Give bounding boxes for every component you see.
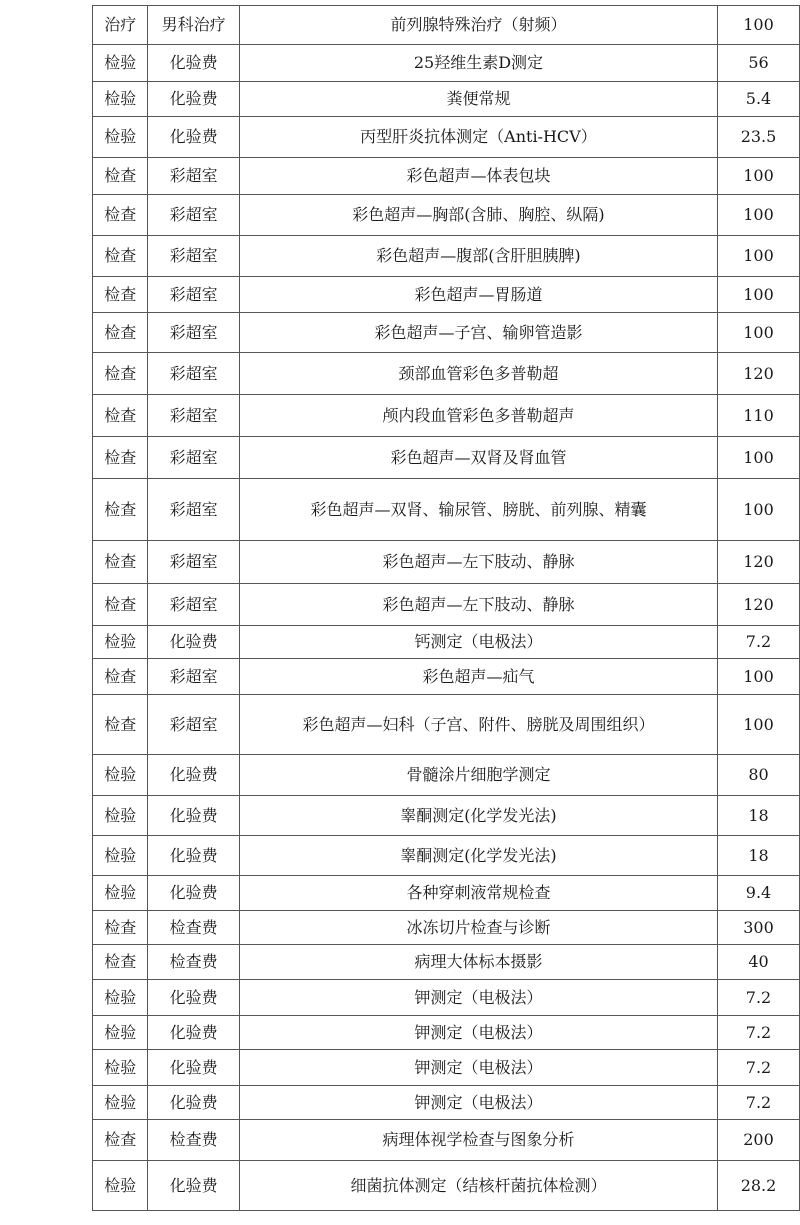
table-row <box>93 659 800 695</box>
row-department: 化验费 <box>148 1050 239 1086</box>
row-department: 检查费 <box>148 945 239 980</box>
row-department: 彩超室 <box>148 195 239 236</box>
table-row <box>93 1161 800 1211</box>
row-category: 检查 <box>93 911 148 945</box>
row-department: 化验费 <box>148 796 239 836</box>
row-category: 检验 <box>93 836 148 876</box>
table-row <box>93 1086 800 1120</box>
table-row <box>93 796 800 836</box>
row-department: 化验费 <box>148 45 239 82</box>
row-category: 检查 <box>93 541 148 584</box>
row-department: 彩超室 <box>148 277 239 313</box>
row-price: 100 <box>718 659 800 695</box>
row-category: 检查 <box>93 313 148 353</box>
row-category: 检验 <box>93 117 148 158</box>
row-price: 120 <box>718 541 800 584</box>
row-department: 彩超室 <box>148 541 239 584</box>
table-row <box>93 1050 800 1086</box>
row-item-name: 冰冻切片检查与诊断 <box>239 911 717 945</box>
row-price: 40 <box>718 945 800 980</box>
row-price: 28.2 <box>718 1161 800 1211</box>
table-row <box>93 158 800 195</box>
row-department: 彩超室 <box>148 479 239 541</box>
row-price: 100 <box>718 695 800 755</box>
table-row <box>93 911 800 945</box>
row-department: 检查费 <box>148 1120 239 1161</box>
row-item-name: 彩色超声—双肾及肾血管 <box>239 437 717 479</box>
row-category: 检验 <box>93 1016 148 1050</box>
table-row <box>93 313 800 353</box>
row-price: 7.2 <box>718 626 800 659</box>
table-row <box>93 541 800 584</box>
row-item-name: 各种穿刺液常规检查 <box>239 876 717 911</box>
row-item-name: 钾测定（电极法） <box>239 1050 717 1086</box>
row-item-name: 睾酮测定(化学发光法) <box>239 836 717 876</box>
row-item-name: 彩色超声—体表包块 <box>239 158 717 195</box>
row-price: 300 <box>718 911 800 945</box>
table-row <box>93 437 800 479</box>
row-price: 7.2 <box>718 1086 800 1120</box>
row-department: 男科治疗 <box>148 6 239 45</box>
row-item-name: 彩色超声—妇科（子宫、附件、膀胱及周围组织） <box>239 695 717 755</box>
row-item-name: 细菌抗体测定（结核杆菌抗体检测） <box>239 1161 717 1211</box>
row-item-name: 彩色超声—疝气 <box>239 659 717 695</box>
row-department: 彩超室 <box>148 313 239 353</box>
row-price: 200 <box>718 1120 800 1161</box>
row-category: 检验 <box>93 1161 148 1211</box>
row-category: 检查 <box>93 395 148 437</box>
row-price: 120 <box>718 584 800 626</box>
row-price: 80 <box>718 755 800 796</box>
row-item-name: 彩色超声—腹部(含肝胆胰脾) <box>239 236 717 277</box>
row-category: 检验 <box>93 82 148 117</box>
row-price: 18 <box>718 796 800 836</box>
row-category: 治疗 <box>93 6 148 45</box>
table-row <box>93 1016 800 1050</box>
row-item-name: 彩色超声—胸部(含肺、胸腔、纵隔) <box>239 195 717 236</box>
table-row <box>93 277 800 313</box>
table-row <box>93 626 800 659</box>
row-price: 110 <box>718 395 800 437</box>
row-price: 23.5 <box>718 117 800 158</box>
row-department: 彩超室 <box>148 395 239 437</box>
table-row <box>93 236 800 277</box>
row-item-name: 彩色超声—胃肠道 <box>239 277 717 313</box>
row-category: 检验 <box>93 980 148 1016</box>
row-item-name: 钾测定（电极法） <box>239 1016 717 1050</box>
row-department: 化验费 <box>148 117 239 158</box>
table-row <box>93 195 800 236</box>
row-category: 检验 <box>93 1050 148 1086</box>
table-row <box>93 695 800 755</box>
table-row <box>93 395 800 437</box>
row-item-name: 颈部血管彩色多普勒超 <box>239 353 717 395</box>
row-category: 检查 <box>93 195 148 236</box>
row-category: 检验 <box>93 45 148 82</box>
table-row <box>93 82 800 117</box>
row-category: 检验 <box>93 1086 148 1120</box>
table-row <box>93 6 800 45</box>
row-category: 检查 <box>93 277 148 313</box>
row-item-name: 病理大体标本摄影 <box>239 945 717 980</box>
row-category: 检查 <box>93 1120 148 1161</box>
row-category: 检查 <box>93 584 148 626</box>
row-department: 化验费 <box>148 626 239 659</box>
row-category: 检验 <box>93 876 148 911</box>
row-department: 化验费 <box>148 876 239 911</box>
row-price: 120 <box>718 353 800 395</box>
row-item-name: 钙测定（电极法） <box>239 626 717 659</box>
row-price: 100 <box>718 437 800 479</box>
row-price: 18 <box>718 836 800 876</box>
row-category: 检查 <box>93 479 148 541</box>
table-row <box>93 755 800 796</box>
table-row <box>93 45 800 82</box>
row-department: 检查费 <box>148 911 239 945</box>
row-price: 100 <box>718 277 800 313</box>
table-row <box>93 945 800 980</box>
row-category: 检验 <box>93 796 148 836</box>
row-department: 彩超室 <box>148 584 239 626</box>
row-department: 彩超室 <box>148 437 239 479</box>
table-row <box>93 353 800 395</box>
row-category: 检查 <box>93 659 148 695</box>
row-item-name: 颅内段血管彩色多普勒超声 <box>239 395 717 437</box>
row-category: 检查 <box>93 437 148 479</box>
row-price: 7.2 <box>718 980 800 1016</box>
row-price: 5.4 <box>718 82 800 117</box>
row-category: 检查 <box>93 158 148 195</box>
row-price: 100 <box>718 479 800 541</box>
row-item-name: 钾测定（电极法） <box>239 980 717 1016</box>
table-row <box>93 836 800 876</box>
row-price: 7.2 <box>718 1016 800 1050</box>
row-price: 100 <box>718 158 800 195</box>
table-row <box>93 876 800 911</box>
row-price: 100 <box>718 313 800 353</box>
row-category: 检验 <box>93 626 148 659</box>
row-department: 彩超室 <box>148 236 239 277</box>
row-category: 检查 <box>93 945 148 980</box>
row-price: 100 <box>718 236 800 277</box>
row-category: 检验 <box>93 755 148 796</box>
row-item-name: 丙型肝炎抗体测定（Anti-HCV） <box>239 117 717 158</box>
row-item-name: 钾测定（电极法） <box>239 1086 717 1120</box>
row-item-name: 前列腺特殊治疗（射频） <box>239 6 717 45</box>
table-row <box>93 584 800 626</box>
row-price: 9.4 <box>718 876 800 911</box>
row-item-name: 彩色超声—左下肢动、静脉 <box>239 541 717 584</box>
row-price: 7.2 <box>718 1050 800 1086</box>
row-category: 检查 <box>93 353 148 395</box>
row-item-name: 粪便常规 <box>239 82 717 117</box>
row-item-name: 25羟维生素D测定 <box>239 45 717 82</box>
row-department: 化验费 <box>148 1086 239 1120</box>
table-row <box>93 479 800 541</box>
row-department: 化验费 <box>148 1161 239 1211</box>
row-department: 彩超室 <box>148 659 239 695</box>
row-category: 检查 <box>93 236 148 277</box>
row-item-name: 彩色超声—双肾、输尿管、膀胱、前列腺、精囊 <box>239 479 717 541</box>
row-item-name: 睾酮测定(化学发光法) <box>239 796 717 836</box>
fee-table <box>92 5 800 1211</box>
table-row <box>93 980 800 1016</box>
row-department: 化验费 <box>148 980 239 1016</box>
row-department: 化验费 <box>148 755 239 796</box>
table-row <box>93 1120 800 1161</box>
row-item-name: 骨髓涂片细胞学测定 <box>239 755 717 796</box>
row-department: 化验费 <box>148 82 239 117</box>
row-item-name: 病理体视学检查与图象分析 <box>239 1120 717 1161</box>
row-department: 化验费 <box>148 836 239 876</box>
row-item-name: 彩色超声—子宫、输卵管造影 <box>239 313 717 353</box>
table-row <box>93 117 800 158</box>
row-price: 56 <box>718 45 800 82</box>
row-department: 化验费 <box>148 1016 239 1050</box>
row-price: 100 <box>718 195 800 236</box>
row-department: 彩超室 <box>148 695 239 755</box>
fee-table-body <box>93 6 800 1211</box>
row-price: 100 <box>718 6 800 45</box>
row-category: 检查 <box>93 695 148 755</box>
row-item-name: 彩色超声—左下肢动、静脉 <box>239 584 717 626</box>
row-department: 彩超室 <box>148 158 239 195</box>
row-department: 彩超室 <box>148 353 239 395</box>
